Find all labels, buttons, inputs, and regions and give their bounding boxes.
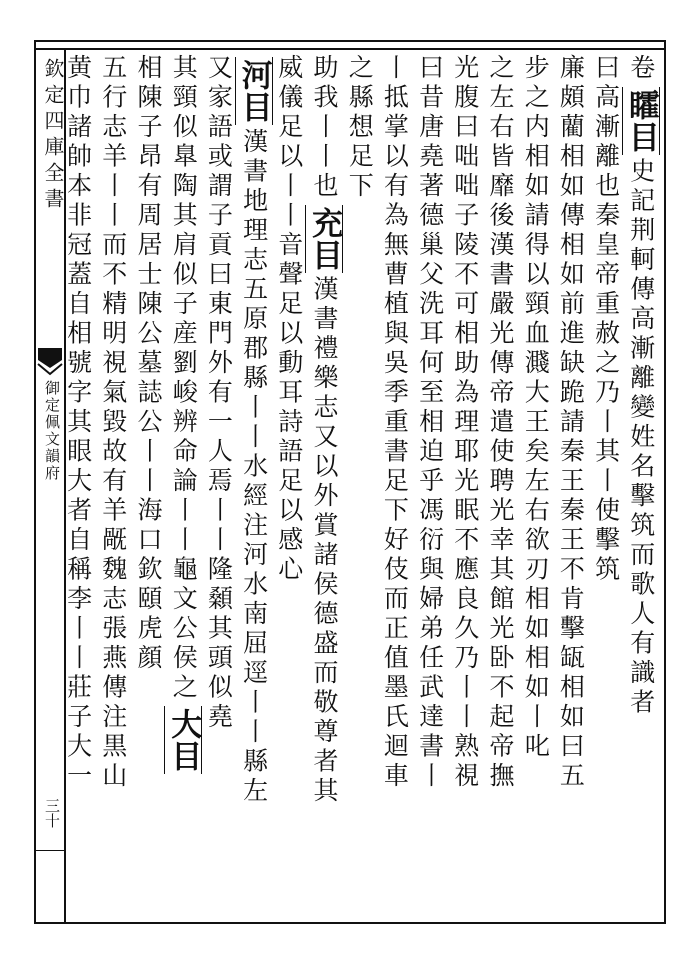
headword: 矐目 [622, 88, 659, 153]
text-column [269, 54, 309, 914]
text-column [445, 54, 485, 914]
headword: 充目 [306, 206, 342, 271]
headword: 大目 [165, 708, 202, 772]
column-text: 步之内相如請得以頸血濺大王矣左右欲刃相如相如丨叱 [521, 54, 551, 762]
column-text: 曰高漸離也秦皇帝重赦之乃丨其丨使擊筑 [591, 54, 621, 585]
column-text: 又家語或謂子貢曰東門外有一人焉丨丨隆顙其頭似堯 [204, 54, 234, 733]
text-column [163, 54, 203, 914]
column-text: 助我丨丨也 [310, 54, 339, 202]
text-column [550, 54, 590, 914]
column-text: 曰昔唐堯著德巢父洗耳何至相迫乎馮衍與婦弟任武達書丨 [415, 54, 445, 792]
frame-top-rule [34, 48, 666, 50]
column-text: 之縣想足下 [345, 54, 375, 202]
column-text: 漢書禮樂志又以外賞諸侯德盛而敬尊者其 [310, 275, 339, 807]
column-text: 廉頗藺相如傳相如前進缺跪請秦王秦王不肯擊缻相如曰五 [556, 54, 586, 792]
text-column [374, 54, 414, 914]
column-text: 史記荆軻傳高漸離變姓名擊筑而歌人有識者 [626, 157, 656, 718]
text-column [515, 54, 555, 914]
text-column [621, 54, 661, 914]
column-text: 漢書地理志五原郡縣丨丨水經注河水南屈逕丨丨縣左 [239, 128, 269, 807]
text-column [339, 54, 379, 914]
column-text: 丨抵掌以有為無曹植與吳季重書足下好伎而正值墨氏迴車 [380, 54, 410, 792]
page-number: 三十 [43, 798, 61, 828]
text-column [410, 54, 450, 914]
text-column [128, 54, 168, 914]
text-column [58, 54, 98, 914]
column-text: 威儀足以丨丨音聲足以動耳詩語足以感心 [274, 54, 304, 585]
headword: 河目 [235, 59, 272, 123]
column-text: 卷 [626, 54, 656, 84]
column-text: 之左右皆靡後漢書嚴光傳帝遣使聘光幸其館光卧不起帝撫 [486, 54, 515, 792]
column-text: 黄巾諸帥本非冠蓋自相號字其眼大者自稱李丨丨莊子大一 [63, 54, 93, 792]
text-column [304, 54, 344, 914]
column-text: 其頸似臯陶其肩似子産劉峻辨命論丨丨龜文公侯之 [169, 54, 199, 703]
book-subtitle: 御定佩文韻府 [43, 380, 61, 482]
text-column [586, 54, 626, 914]
text-column [480, 54, 520, 914]
column-text: 五行志羊丨丨而不精明視氣毀故有羊旤魏志張燕傳注黒山 [98, 54, 128, 792]
text-column [93, 54, 133, 914]
column-text: 光腹曰咄咄子陵不可相助為理耶光眠不應良久乃丨丨熟視 [450, 54, 480, 792]
text-column [198, 54, 238, 914]
book-title: 欽定四庫全書 [41, 58, 65, 214]
text-column [234, 54, 274, 914]
column-text: 相陳子昂有周居士陳公墓誌公丨丨海口欽頤虎顔 [134, 54, 163, 674]
